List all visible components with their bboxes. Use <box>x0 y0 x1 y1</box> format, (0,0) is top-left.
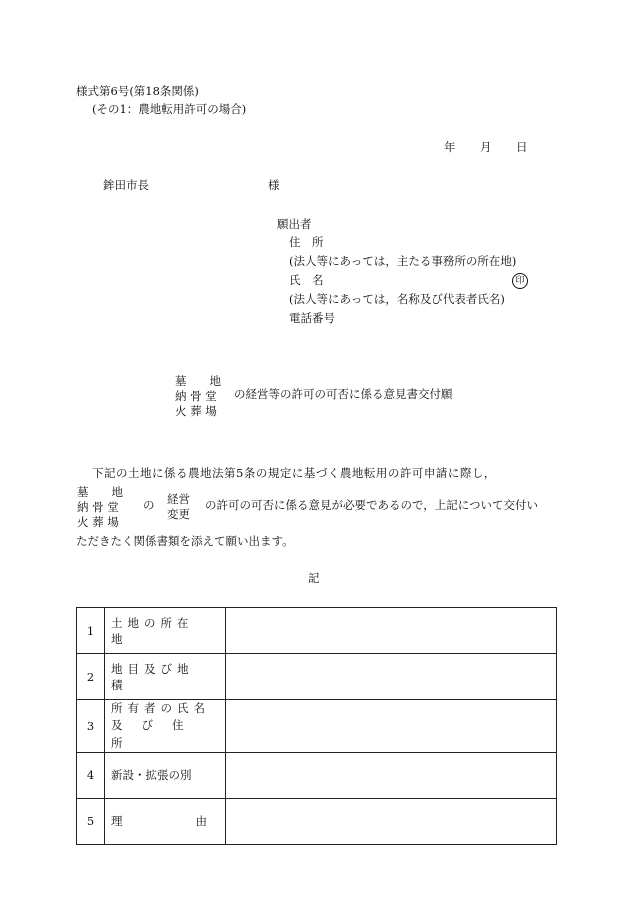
table-row <box>77 608 557 654</box>
seal-mark: 印 <box>512 273 528 289</box>
document-title: の経営等の許可の可否に係る意見書交付願 <box>234 387 453 401</box>
row-label-location <box>105 608 226 654</box>
date-year: 年 <box>444 140 456 154</box>
row-number: 3 <box>77 700 105 753</box>
body-line-1: 下記の土地に係る農地法第5条の規定に基づく農地転用の許可申請に際し， <box>92 466 496 480</box>
body-facility-ossuary: 納 骨 堂 <box>77 500 119 514</box>
applicant-phone-label: 電話番号 <box>289 311 335 325</box>
ki-heading: 記 <box>308 571 320 585</box>
label-text: 土地の所在地 <box>111 615 194 646</box>
value-owner[interactable] <box>226 700 557 753</box>
body-particle-no: の <box>143 498 155 512</box>
value-reason[interactable] <box>226 798 557 844</box>
title-facility-list <box>175 374 221 419</box>
body-manage-change <box>167 492 190 522</box>
table-row <box>77 654 557 700</box>
label-text <box>111 813 207 829</box>
applicant-name-note: (法人等にあっては，名称及び代表者氏名) <box>289 292 505 306</box>
applicant-address-note: (法人等にあっては，主たる事務所の所在地) <box>289 254 517 268</box>
row-number: 2 <box>77 654 105 700</box>
label-text: 地目及び地積 <box>111 661 194 692</box>
row-label-owner <box>105 700 226 753</box>
label-left: 理 <box>111 814 123 829</box>
row-number: 5 <box>77 798 105 844</box>
applicant-heading: 願出者 <box>277 217 312 231</box>
details-table <box>76 607 557 845</box>
title-facility-cemetery: 墓 地 <box>175 374 221 388</box>
body-change: 変更 <box>167 507 190 521</box>
body-line-3: ただきたく関係書類を添えて願い出ます。 <box>76 534 294 548</box>
addressee-name: 鉾田市長 <box>103 178 149 192</box>
applicant-address-label: 住 所 <box>289 235 324 249</box>
row-number: 1 <box>77 608 105 654</box>
row-number: 4 <box>77 752 105 798</box>
title-facility-crematorium: 火 葬 場 <box>175 404 217 418</box>
body-facility-crematorium: 火 葬 場 <box>77 515 119 529</box>
row-label-new-or-expand <box>105 752 226 798</box>
label-text: 新設・拡張の別 <box>111 768 192 783</box>
table-row <box>77 752 557 798</box>
date-month: 月 <box>480 140 492 154</box>
label-text-line-1: 所有者の氏名 <box>111 701 210 715</box>
body-line-2: の許可の可否に係る意見が必要であるので，上記について交付い <box>205 498 539 512</box>
body-facility-list <box>77 485 123 530</box>
addressee-honorific: 様 <box>268 178 280 192</box>
value-new-or-expand[interactable] <box>226 752 557 798</box>
title-facility-ossuary: 納 骨 堂 <box>175 389 217 403</box>
label-text-line-2: 及び住所 <box>111 718 203 750</box>
value-land-category[interactable] <box>226 654 557 700</box>
applicant-name-label: 氏 名 <box>289 273 324 287</box>
body-facility-cemetery: 墓 地 <box>77 485 123 499</box>
form-subtitle: (その1：農地転用許可の場合) <box>92 102 247 116</box>
date-day: 日 <box>516 140 528 154</box>
body-manage: 経営 <box>167 492 190 506</box>
row-label-reason <box>105 798 226 844</box>
form-number: 様式第6号(第18条関係) <box>76 84 199 98</box>
row-label-land-category <box>105 654 226 700</box>
value-location[interactable] <box>226 608 557 654</box>
label-right: 由 <box>195 814 207 829</box>
table-row <box>77 700 557 753</box>
table-row <box>77 798 557 844</box>
